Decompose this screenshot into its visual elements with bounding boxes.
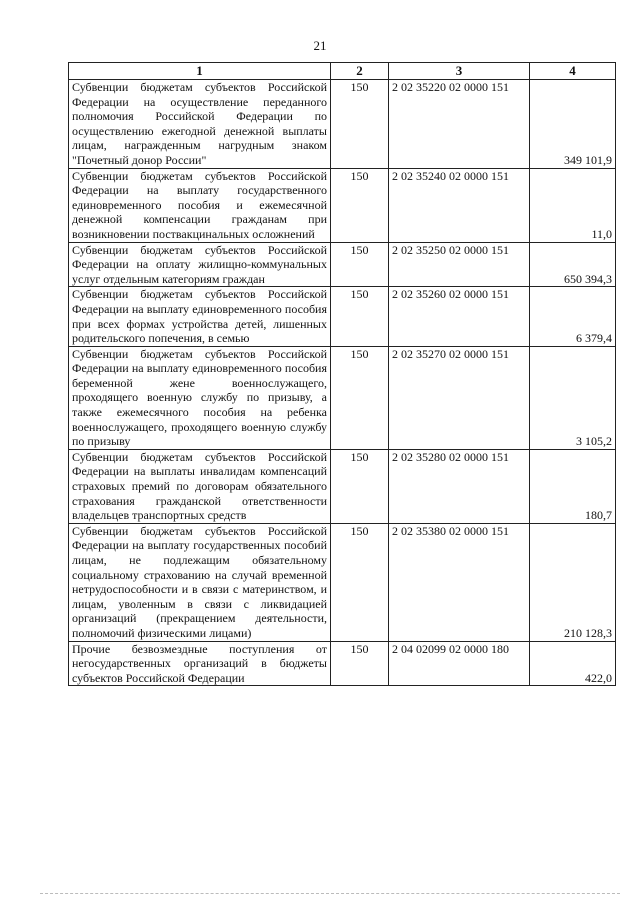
row-budget-code: 2 02 35280 02 0000 151	[389, 449, 530, 523]
row-amount: 650 394,3	[530, 242, 616, 287]
row-amount: 3 105,2	[530, 346, 616, 449]
row-description: Субвенции бюджетам субъектов Российской Федерации на выплату государственных пособий лицам, не подлежащим обязательному социальному страхованию на случай временной нетрудоспособности и в связи с материнством, и лицам, уволенным в связи с ликвидацией организаций (прекращением деятельности, полномочий физическими лицами)	[69, 523, 331, 641]
row-amount: 180,7	[530, 449, 616, 523]
table-header-row	[69, 63, 616, 80]
column-header-4: 4	[530, 63, 616, 80]
footer-divider	[40, 893, 620, 900]
budget-revenue-table	[68, 62, 616, 686]
row-amount: 210 128,3	[530, 523, 616, 641]
column-header-3: 3	[389, 63, 530, 80]
row-description: Прочие безвозмездные поступления от негосударственных организаций в бюджеты субъектов Российской Федерации	[69, 641, 331, 686]
row-budget-code: 2 02 35260 02 0000 151	[389, 287, 530, 346]
row-admin-code: 150	[331, 641, 389, 686]
row-budget-code: 2 04 02099 02 0000 180	[389, 641, 530, 686]
row-amount: 349 101,9	[530, 80, 616, 169]
column-header-2: 2	[331, 63, 389, 80]
row-description: Субвенции бюджетам субъектов Российской Федерации на выплату единовременного пособия беременной жене военнослужащего, проходящего военную службу по призыву, а также ежемесячного пособия на ребенка военнослужащего, проходящего военную службу по призыву	[69, 346, 331, 449]
table-row	[69, 523, 616, 641]
row-admin-code: 150	[331, 242, 389, 287]
row-budget-code: 2 02 35240 02 0000 151	[389, 168, 530, 242]
page-number: 21	[313, 38, 327, 53]
column-header-1: 1	[69, 63, 331, 80]
row-budget-code: 2 02 35250 02 0000 151	[389, 242, 530, 287]
row-budget-code: 2 02 35380 02 0000 151	[389, 523, 530, 641]
row-budget-code: 2 02 35270 02 0000 151	[389, 346, 530, 449]
row-amount: 422,0	[530, 641, 616, 686]
row-description: Субвенции бюджетам субъектов Российской Федерации на оплату жилищно-коммунальных услуг отдельным категориям граждан	[69, 242, 331, 287]
row-description: Субвенции бюджетам субъектов Российской Федерации на выплату единовременного пособия при всех формах устройства детей, лишенных родительского попечения, в семью	[69, 287, 331, 346]
row-admin-code: 150	[331, 346, 389, 449]
row-admin-code: 150	[331, 287, 389, 346]
row-admin-code: 150	[331, 168, 389, 242]
table-row	[69, 641, 616, 686]
row-budget-code: 2 02 35220 02 0000 151	[389, 80, 530, 169]
table-row	[69, 242, 616, 287]
table-row	[69, 80, 616, 169]
table-row	[69, 449, 616, 523]
table-row	[69, 168, 616, 242]
row-admin-code: 150	[331, 80, 389, 169]
row-description: Субвенции бюджетам субъектов Российской Федерации на выплаты инвалидам компенсаций страховых премий по договорам обязательного страхования гражданской ответственности владельцев транспортных средств	[69, 449, 331, 523]
table-row	[69, 287, 616, 346]
row-admin-code: 150	[331, 523, 389, 641]
row-admin-code: 150	[331, 449, 389, 523]
row-amount: 11,0	[530, 168, 616, 242]
row-description: Субвенции бюджетам субъектов Российской Федерации на выплату государственного единовременного пособия и ежемесячной денежной компенсации гражданам при возникновении поствакцинальных осложнений	[69, 168, 331, 242]
row-description: Субвенции бюджетам субъектов Российской Федерации на осуществление переданного полномочия Российской Федерации по осуществлению ежегодной денежной выплаты лицам, награжденным нагрудным знаком "Почетный донор России"	[69, 80, 331, 169]
row-amount: 6 379,4	[530, 287, 616, 346]
table-row	[69, 346, 616, 449]
